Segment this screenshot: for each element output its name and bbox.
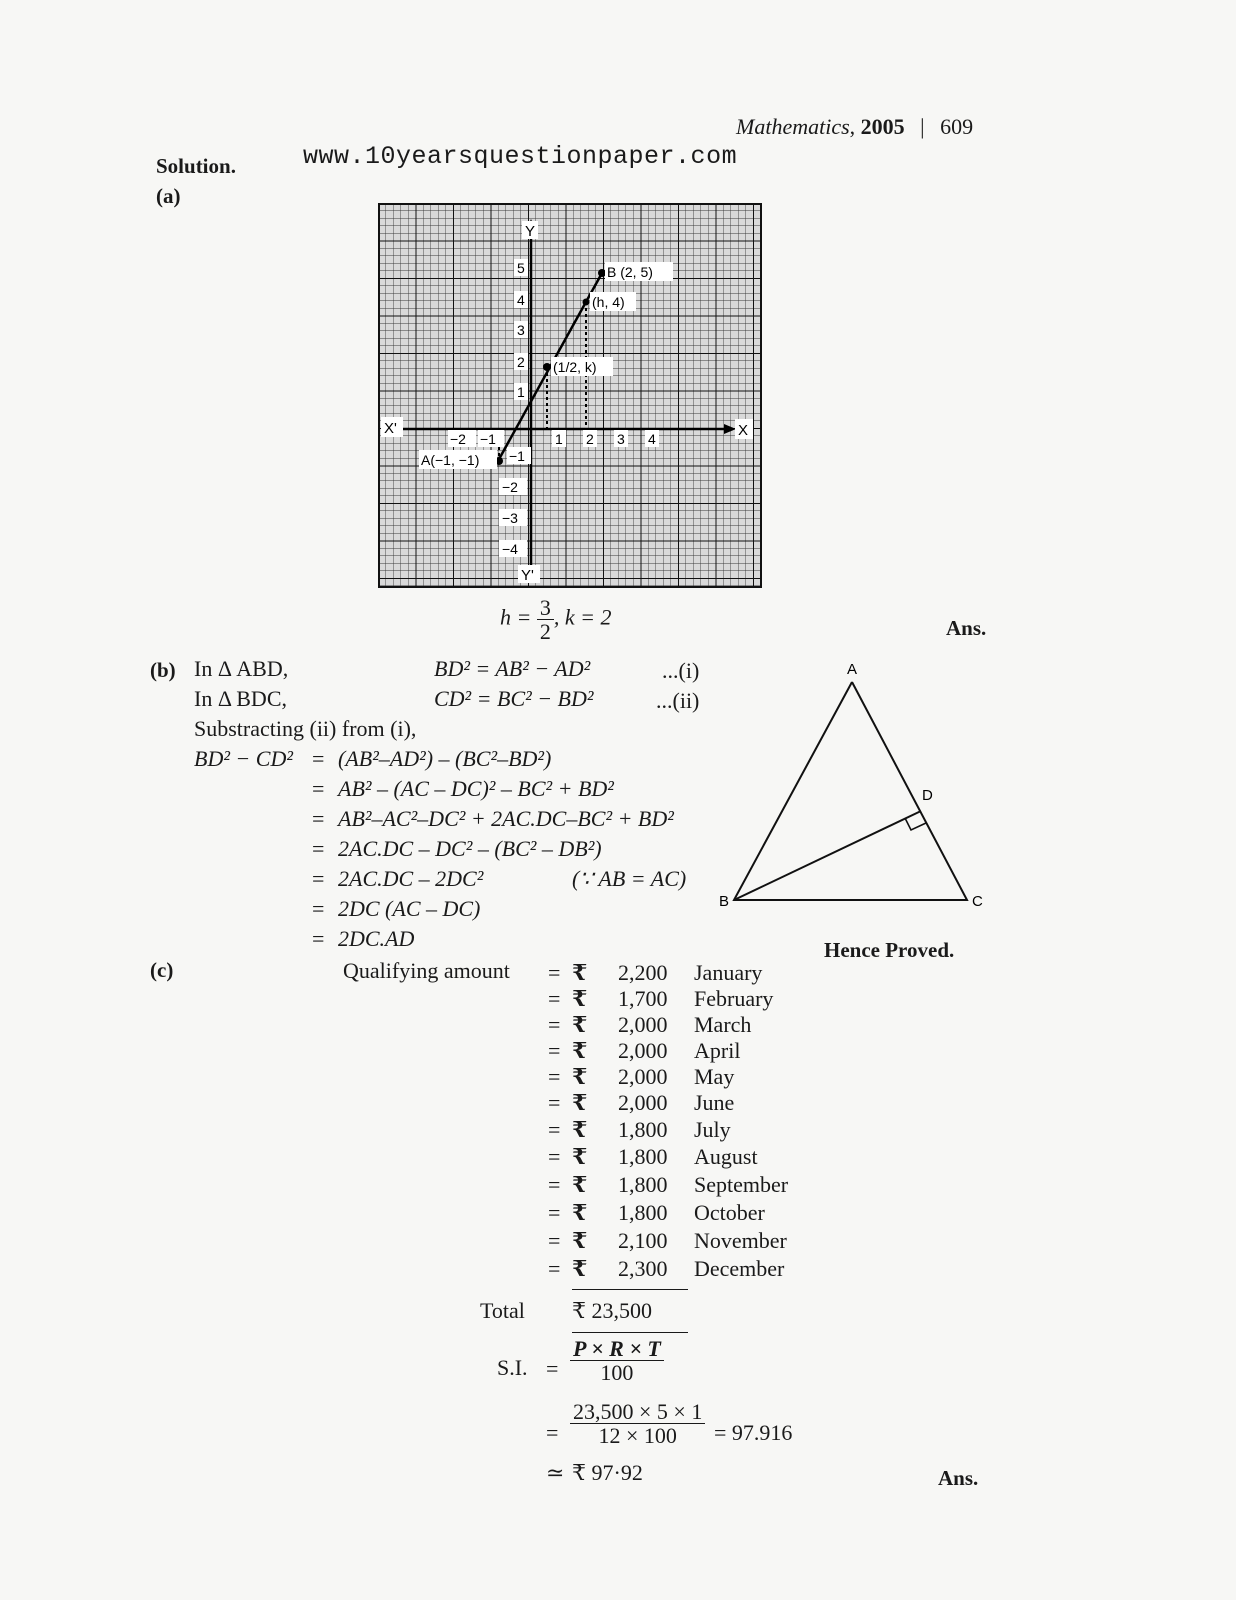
step-rhs: AB²–AC²–DC² + 2AC.DC–BC² + BD² — [338, 806, 674, 831]
si-label: S.I. — [497, 1355, 528, 1380]
fraction-h — [537, 596, 554, 643]
svg-text:B (2, 5): B (2, 5) — [607, 264, 653, 280]
month-name: June — [694, 1090, 735, 1115]
qualifying-label: Qualifying amount — [343, 958, 510, 983]
document-page: Mathematics, 2005 | 609 www.10yearsquestionpaper.com Solution. (a) Y Y' X X' 5 4 3 2 1 −1 −2 −3 −4 −2 −1 1 2 3 4 B (2, 5) (h, 4) (1/2, k) A(−1, −1) h = $\frac{3}{2}$ , k = 2 Ans. (b) In Δ ABD, BD² = AB² − AD² ...(i) In Δ BDC, CD² = BC² − BD² ...(ii) Substracting (ii) from (i), BD² − CD² = (AB²–AD²) – (BC²–BD²) = AB² – (AC – DC)² – BC² + BD² = AB²–AC²–DC² + 2AC.DC–BC² + BD² = 2AC.DC – DC² – (BC² – DB²) = 2AC.DC – 2DC² (∵ AB = AC) = 2DC (AC – DC) = 2DC.AD A B C D Hence Proved. (c) Qualifying amount = ₹ 2,200 January = ₹ 1,700 February = ₹ 2,000 March = ₹ 2,000 April = ₹ 2,000 May = ₹ 2,000 June = ₹ 1,800 July = ₹ 1,800 August = ₹ 1,800 September = ₹ 1,800 October = ₹ 2,100 November = ₹ 2,300 December Total ₹ 23,500 S.I. = $\frac{P \times R \times T}{100}$ = $\frac{23,500 \times 5 \times 1}{12 \times 100}$ = 97.916 ≃ ₹ 97·92 Ans. — [0, 0, 1236, 1600]
month-name: May — [694, 1064, 735, 1089]
final-amount: ₹ 97·92 — [572, 1460, 643, 1485]
month-amount: 2,100 — [618, 1228, 668, 1253]
calc-fraction — [570, 1400, 705, 1447]
month-amount: 1,700 — [618, 986, 668, 1011]
vertex-a: A — [847, 661, 858, 678]
svg-text:2: 2 — [517, 354, 525, 370]
month-name: January — [694, 960, 763, 985]
month-name: April — [694, 1038, 741, 1063]
svg-text:−1: −1 — [480, 431, 496, 447]
step-rhs: 2DC.AD — [338, 926, 415, 951]
header-separator: | — [920, 114, 925, 139]
svg-text:4: 4 — [648, 431, 656, 447]
part-b-line2-eq: CD² = BC² − BD² — [434, 686, 594, 711]
calc-eq: = — [546, 1420, 559, 1445]
step-eq: = — [312, 836, 325, 861]
part-a-label: (a) — [156, 184, 181, 208]
approx-sign: ≃ — [546, 1460, 565, 1485]
point-label-k — [551, 357, 613, 376]
month-amount: 1,800 — [618, 1117, 668, 1142]
month-name: February — [694, 986, 774, 1011]
svg-text:X': X' — [384, 420, 397, 437]
step-eq: = — [312, 926, 325, 951]
step-rhs: AB² – (AC – DC)² – BC² + BD² — [338, 776, 614, 801]
vertex-d: D — [922, 787, 933, 804]
axis-label-y — [522, 221, 538, 240]
total-top-rule — [572, 1289, 688, 1290]
month-amount: 2,000 — [618, 1090, 668, 1115]
month-amount: 2,000 — [618, 1038, 668, 1063]
svg-text:Y: Y — [525, 223, 536, 240]
header-subject: Mathematics — [736, 114, 850, 139]
svg-text:1: 1 — [517, 384, 525, 400]
vertex-b: B — [719, 893, 730, 910]
step-eq: = — [312, 896, 325, 921]
svg-text:−2: −2 — [450, 431, 466, 447]
part-b-line1-ref: ...(i) — [662, 658, 700, 683]
part-b-line1-left: In Δ ABD, — [194, 656, 289, 681]
total-label: Total — [480, 1298, 525, 1323]
month-amount: 2,000 — [618, 1064, 668, 1089]
step-rhs: 2AC.DC – 2DC² — [338, 866, 484, 891]
part-b-line1-eq: BD² = AB² − AD² — [434, 656, 591, 681]
step-rhs: 2AC.DC – DC² – (BC² – DB²) — [338, 836, 602, 861]
part-b-subtract: Substracting (ii) from (i), — [194, 716, 417, 741]
step-rhs: 2DC (AC – DC) — [338, 896, 481, 921]
triangle-diagram — [714, 660, 994, 910]
si-eq: = — [546, 1356, 559, 1381]
page-header: Mathematics, 2005 | 609 — [736, 114, 974, 139]
month-amount: 1,800 — [618, 1200, 668, 1225]
month-amount: 2,000 — [618, 1012, 668, 1037]
svg-text:−3: −3 — [502, 510, 518, 526]
answer-k: , k = 2 — [553, 604, 612, 630]
total-bottom-rule — [572, 1332, 688, 1333]
ans-a: Ans. — [946, 616, 987, 640]
fraction-h-num: 3 — [537, 596, 554, 620]
svg-text:A(−1, −1): A(−1, −1) — [421, 452, 480, 468]
calc-result: = 97.916 — [714, 1420, 793, 1445]
svg-text:3: 3 — [617, 431, 625, 447]
svg-text:X: X — [738, 422, 749, 439]
solution-label: Solution. — [156, 154, 236, 178]
step-eq: = — [312, 746, 325, 771]
vertex-c: C — [972, 893, 983, 910]
watermark-url: www.10yearsquestionpaper.com — [303, 142, 738, 171]
month-name: October — [694, 1200, 765, 1225]
axis-label-y-neg — [518, 565, 540, 584]
svg-text:(1/2, k): (1/2, k) — [553, 359, 597, 375]
step-eq: = — [312, 776, 325, 801]
month-amount: 1,800 — [618, 1144, 668, 1169]
month-amount: 2,300 — [618, 1256, 668, 1281]
month-name: July — [694, 1117, 731, 1142]
svg-text:−2: −2 — [502, 479, 518, 495]
step-eq: = — [312, 866, 325, 891]
fraction-h-den: 2 — [539, 619, 551, 645]
step-eq: = — [312, 806, 325, 831]
calc-denominator: 12 × 100 — [598, 1423, 677, 1449]
month-name: September — [694, 1172, 789, 1197]
step-lhs: BD² − CD² — [194, 746, 293, 771]
x-tick-labels — [448, 430, 659, 447]
answer-h-k — [500, 596, 611, 643]
svg-text:−1: −1 — [509, 448, 525, 464]
month-name: March — [694, 1012, 752, 1037]
svg-text:4: 4 — [517, 292, 525, 308]
header-page-number: 609 — [940, 114, 974, 139]
ans-c: Ans. — [938, 1466, 979, 1490]
svg-text:Y': Y' — [521, 567, 534, 584]
total-value: ₹ 23,500 — [572, 1298, 652, 1323]
si-denominator: 100 — [600, 1360, 634, 1386]
svg-text:1: 1 — [555, 431, 563, 447]
point-label-b — [605, 262, 673, 281]
month-name: August — [694, 1144, 758, 1169]
month-name: November — [694, 1228, 787, 1253]
svg-text:5: 5 — [517, 260, 525, 276]
step-rhs: (AB²–AD²) – (BC²–BD²) — [338, 746, 552, 771]
part-c-label: (c) — [150, 958, 174, 982]
answer-h-lhs: h = — [500, 604, 532, 630]
hence-proved: Hence Proved. — [824, 938, 955, 962]
part-b-line2-ref: ...(ii) — [656, 688, 700, 713]
month-amount: 2,200 — [618, 960, 668, 985]
part-b-label: (b) — [150, 658, 176, 682]
point-label-a — [419, 450, 497, 469]
si-fraction — [570, 1337, 664, 1384]
month-amount: 1,800 — [618, 1172, 668, 1197]
svg-text:−4: −4 — [502, 541, 518, 557]
calc-numerator: 23,500 × 5 × 1 — [570, 1400, 705, 1424]
si-numerator: P × R × T — [570, 1337, 664, 1361]
because-note: (∵ AB = AC) — [572, 866, 687, 891]
axis-label-x-neg — [381, 417, 403, 437]
svg-text:(h, 4): (h, 4) — [592, 294, 625, 310]
axis-label-x — [735, 419, 753, 439]
svg-text:3: 3 — [517, 322, 525, 338]
graph-paper — [378, 203, 762, 588]
part-b-line2-left: In Δ BDC, — [194, 686, 287, 711]
month-name: December — [694, 1256, 785, 1281]
svg-text:2: 2 — [586, 431, 594, 447]
header-year: 2005 — [860, 114, 905, 139]
point-label-h — [590, 292, 636, 311]
